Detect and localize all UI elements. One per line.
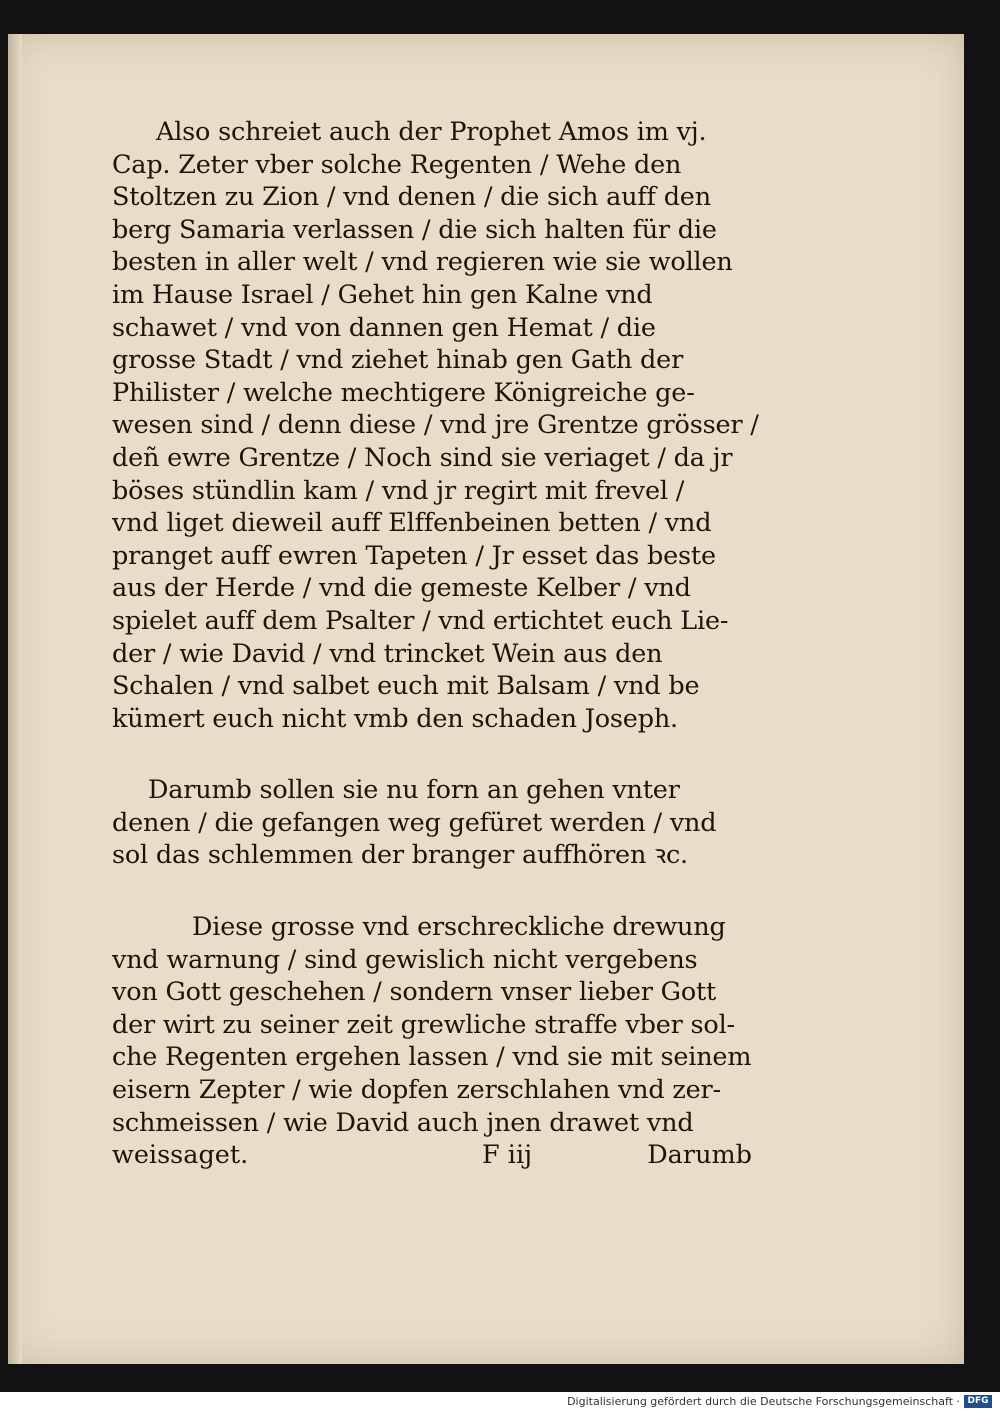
text-line: Darumb sollen sie nu forn an gehen vnter xyxy=(148,775,680,806)
text-line: böses stündlin kam / vnd jr regirt mit frevel / xyxy=(112,475,685,506)
text-line: der / wie David / vnd trincket Wein aus den xyxy=(112,638,663,669)
paragraph-3 xyxy=(112,911,752,1172)
text-line: schmeissen / wie David auch jnen drawet vnd xyxy=(112,1107,694,1138)
attribution-text: Digitalisierung gefördert durch die Deutsche Forschungsgemeinschaft · xyxy=(567,1395,960,1408)
catchword: Darumb xyxy=(647,1140,752,1171)
paragraph-2 xyxy=(112,774,752,872)
text-line: vnd liget dieweil auff Elffenbeinen betten / vnd xyxy=(112,508,712,539)
last-word: weissaget. xyxy=(112,1140,249,1171)
text-line: grosse Stadt / vnd ziehet hinab gen Gath der xyxy=(112,345,684,376)
text-block xyxy=(112,116,759,1172)
text-line: berg Samaria verlassen / die sich halten für die xyxy=(112,214,717,245)
page-gutter-shadow xyxy=(8,34,22,1364)
text-line: Also schreiet auch der Prophet Amos im vj. xyxy=(156,117,707,147)
text-line: pranget auff ewren Tapeten / Jr esset das beste xyxy=(112,540,716,571)
text-line: aus der Herde / vnd die gemeste Kelber / vnd xyxy=(112,573,691,604)
attribution-bar xyxy=(0,1392,1000,1412)
text-line: im Hause Israel / Gehet hin gen Kalne vnd xyxy=(112,279,653,310)
text-line: che Regenten ergehen lassen / vnd sie mit seinem xyxy=(112,1042,752,1073)
paragraph-1 xyxy=(112,116,759,735)
text-line: Cap. Zeter vber solche Regenten / Wehe den xyxy=(112,149,682,180)
signature-mark: F iij xyxy=(482,1140,533,1171)
text-line: Stoltzen zu Zion / vnd denen / die sich auff den xyxy=(112,182,711,213)
text-line: sol das schlemmen der branger auffhören ꝛc. xyxy=(112,840,688,871)
text-line: deñ ewre Grentze / Noch sind sie veriaget / da jr xyxy=(112,442,733,473)
text-line: vnd warnung / sind gewislich nicht vergebens xyxy=(112,944,698,975)
text-line: Diese grosse vnd erschreckliche drewung xyxy=(192,912,726,943)
text-line: Philister / welche mechtigere Königreiche ge- xyxy=(112,377,695,408)
page-footer-line xyxy=(112,1139,752,1172)
text-line: Schalen / vnd salbet euch mit Balsam / vnd be xyxy=(112,671,700,702)
text-line: spielet auff dem Psalter / vnd ertichtet euch Lie- xyxy=(112,605,729,636)
text-line: der wirt zu seiner zeit grewliche straffe vber sol- xyxy=(112,1009,735,1040)
text-line: von Gott geschehen / sondern vnser lieber Gott xyxy=(112,977,717,1008)
text-line: denen / die gefangen weg gefüret werden / vnd xyxy=(112,807,717,838)
book-page xyxy=(8,34,964,1364)
text-line: schawet / vnd von dannen gen Hemat / die xyxy=(112,312,656,343)
dfg-logo-icon[interactable]: DFG xyxy=(964,1395,992,1408)
text-line: eisern Zepter / wie dopfen zerschlahen vnd zer- xyxy=(112,1075,721,1106)
text-line: wesen sind / denn diese / vnd jre Grentze grösser / xyxy=(112,410,759,441)
text-line: besten in aller welt / vnd regieren wie sie wollen xyxy=(112,247,733,278)
text-line: kümert euch nicht vmb den schaden Joseph. xyxy=(112,703,678,734)
